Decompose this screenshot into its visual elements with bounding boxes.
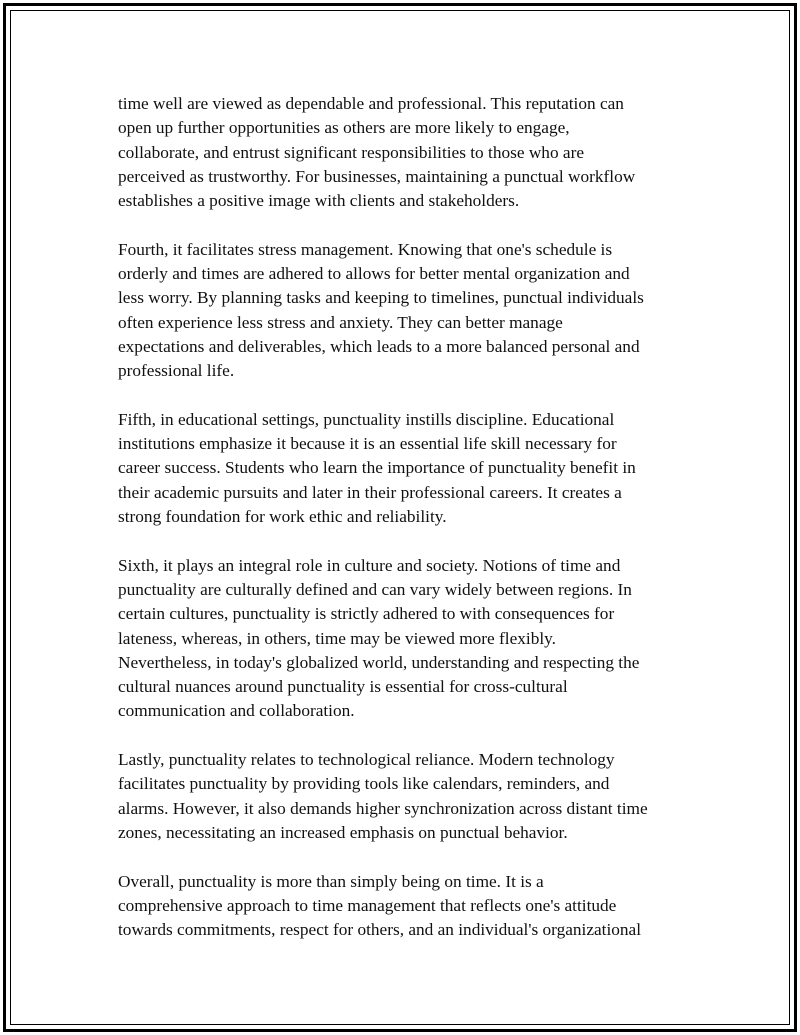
paragraph: [118, 238, 688, 384]
document-body: [118, 92, 688, 942]
text-line: communication and collaboration.: [118, 701, 355, 721]
text-line: Fifth, in educational settings, punctuality instills discipline. Educational: [118, 409, 615, 429]
text-line: Nevertheless, in today's globalized world, understanding and respecting the: [118, 652, 640, 672]
paragraph: [118, 554, 688, 724]
text-line: career success. Students who learn the importance of punctuality benefit in: [118, 458, 636, 478]
text-line: often experience less stress and anxiety. They can better manage: [118, 312, 563, 332]
text-line: cultural nuances around punctuality is essential for cross-cultural: [118, 677, 568, 697]
text-line: their academic pursuits and later in their professional careers. It creates a: [118, 482, 622, 502]
text-line: Sixth, it plays an integral role in culture and society. Notions of time and: [118, 555, 621, 575]
paragraph: [118, 408, 688, 529]
text-line: comprehensive approach to time management that reflects one's attitude: [118, 895, 617, 915]
text-line: towards commitments, respect for others, and an individual's organizational: [118, 920, 642, 940]
paragraph: [118, 870, 688, 943]
text-line: collaborate, and entrust significant responsibilities to those who are: [118, 142, 584, 162]
text-line: strong foundation for work ethic and reliability.: [118, 507, 447, 527]
text-line: lateness, whereas, in others, time may be viewed more flexibly.: [118, 628, 556, 648]
text-line: less worry. By planning tasks and keeping to timelines, punctual individuals: [118, 288, 644, 308]
text-line: institutions emphasize it because it is an essential life skill necessary for: [118, 434, 617, 454]
text-line: punctuality are culturally defined and can vary widely between regions. In: [118, 579, 632, 599]
text-line: open up further opportunities as others are more likely to engage,: [118, 118, 570, 138]
text-line: professional life.: [118, 361, 235, 381]
text-line: alarms. However, it also demands higher synchronization across distant time: [118, 798, 648, 818]
text-line: time well are viewed as dependable and professional. This reputation can: [118, 94, 624, 113]
paragraph: [118, 748, 688, 845]
text-line: Fourth, it facilitates stress management. Knowing that one's schedule is: [118, 239, 613, 259]
text-line: perceived as trustworthy. For businesses, maintaining a punctual workflow: [118, 166, 636, 186]
paragraph: [118, 92, 688, 213]
text-line: establishes a positive image with clients and stakeholders.: [118, 191, 520, 211]
text-line: facilitates punctuality by providing tools like calendars, reminders, and: [118, 774, 610, 794]
text-line: certain cultures, punctuality is strictly adhered to with consequences for: [118, 604, 615, 624]
text-line: Overall, punctuality is more than simply being on time. It is a: [118, 871, 544, 891]
text-line: Lastly, punctuality relates to technological reliance. Modern technology: [118, 750, 615, 770]
text-line: expectations and deliverables, which leads to a more balanced personal and: [118, 336, 640, 356]
text-line: zones, necessitating an increased emphasis on punctual behavior.: [118, 822, 568, 842]
text-line: orderly and times are adhered to allows for better mental organization and: [118, 264, 630, 284]
